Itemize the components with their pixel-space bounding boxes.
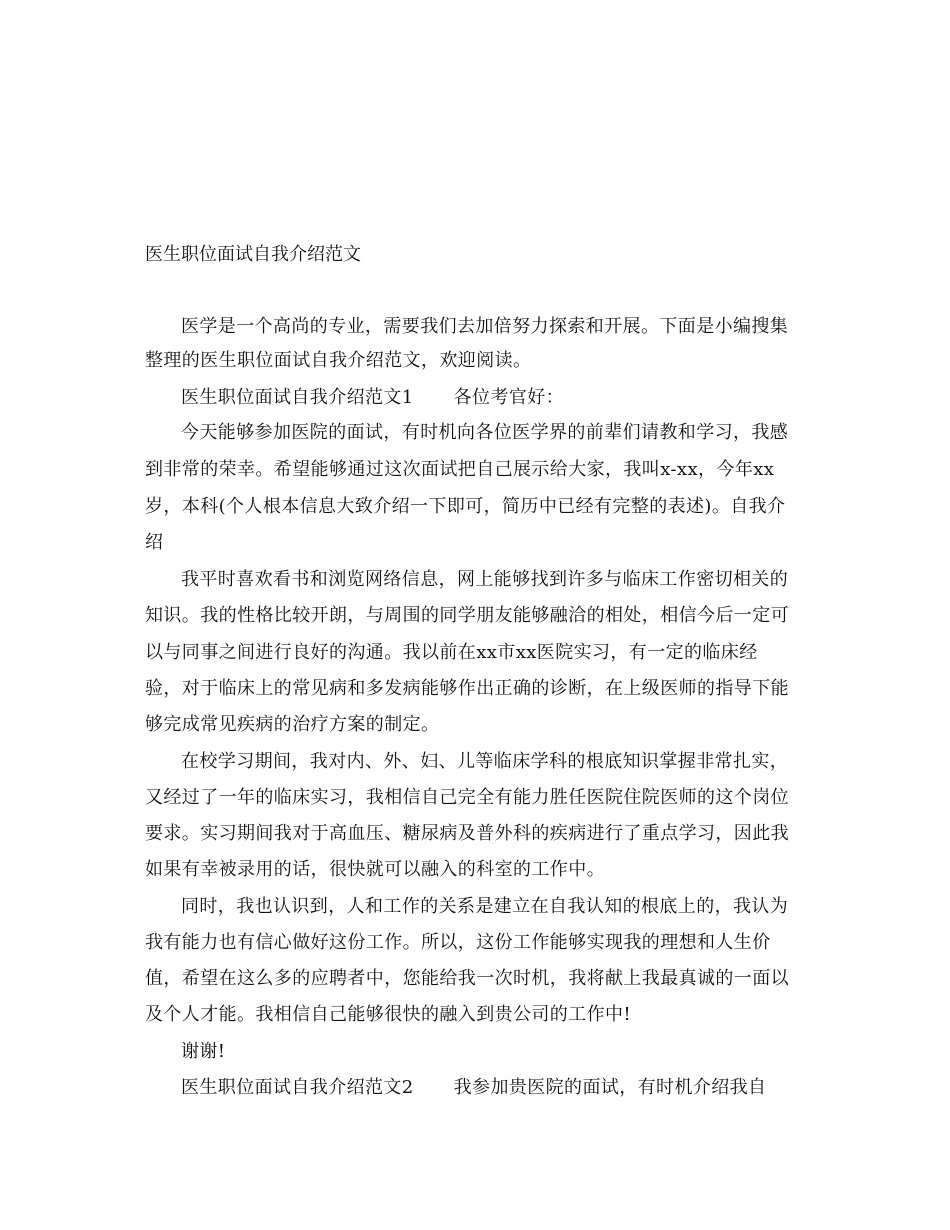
section-heading: 医生职位面试自我介绍范文1 — [181, 387, 414, 408]
paragraph-line: 在校学习期间，我对内、外、妇、儿等临床学科的根底知识掌握非常扎实， — [181, 751, 789, 772]
paragraph-line: 岁，本科(个人根本信息大致介绍一下即可，简历中已经有完整的表述)。自我介 — [145, 496, 786, 517]
paragraph-line: 验，对于临床上的常见病和多发病能够作出正确的诊断，在上级医师的指导下能 — [145, 678, 789, 699]
paragraph-line: 及个人才能。我相信自己能够很快的融入到贵公司的工作中! — [145, 1004, 632, 1025]
paragraph-line: 整理的医生职位面试自我介绍范文，欢迎阅读。 — [145, 350, 532, 371]
paragraph-line: 今天能够参加医院的面试，有时机向各位医学界的前辈们请教和学习，我感 — [181, 422, 789, 443]
paragraph-line: 够完成常见疾病的治疗方案的制定。 — [145, 714, 440, 735]
section-heading: 医生职位面试自我介绍范文2 — [181, 1077, 414, 1098]
greeting: 各位考官好： — [453, 387, 565, 408]
paragraph-line: 我有能力也有信心做好这份工作。所以，这份工作能够实现我的理想和人生价 — [145, 932, 771, 953]
paragraph-line: 绍 — [145, 532, 164, 553]
paragraph-line: 又经过了一年的临床实习，我相信自己完全有能力胜任医院住院医师的这个岗位 — [145, 787, 789, 808]
section-heading-line — [181, 1076, 766, 1100]
paragraph-line: 要求。实习期间我对于高血压、糖尿病及普外科的疾病进行了重点学习，因此我 — [145, 823, 789, 844]
paragraph-line: 医学是一个高尚的专业，需要我们去加倍努力探索和开展。下面是小编搜集 — [181, 316, 789, 337]
paragraph-line: 到非常的荣幸。希望能够通过这次面试把自己展示给大家，我叫x-xx，今年xx — [145, 459, 775, 480]
paragraph-line: 我平时喜欢看书和浏览网络信息，网上能够找到许多与临床工作密切相关的 — [181, 569, 789, 590]
section-heading-line — [181, 386, 564, 410]
closing-thanks: 谢谢! — [181, 1041, 226, 1062]
paragraph-line: 如果有幸被录用的话，很快就可以融入的科室的工作中。 — [145, 859, 605, 880]
paragraph-line: 知识。我的性格比较开朗，与周围的同学朋友能够融洽的相处，相信今后一定可 — [145, 605, 789, 626]
paragraph-line: 值，希望在这么多的应聘者中，您能给我一次时机，我将献上我最真诚的一面以 — [145, 968, 789, 989]
paragraph-line: 以与同事之间进行良好的沟通。我以前在xx市xx医院实习，有一定的临床经 — [145, 642, 758, 663]
paragraph-line: 同时，我也认识到，人和工作的关系是建立在自我认知的根底上的，我认为 — [181, 896, 789, 917]
document-title: 医生职位面试自我介绍范文 — [145, 244, 361, 265]
paragraph-start: 我参加贵医院的面试，有时机介绍我自 — [453, 1077, 767, 1098]
